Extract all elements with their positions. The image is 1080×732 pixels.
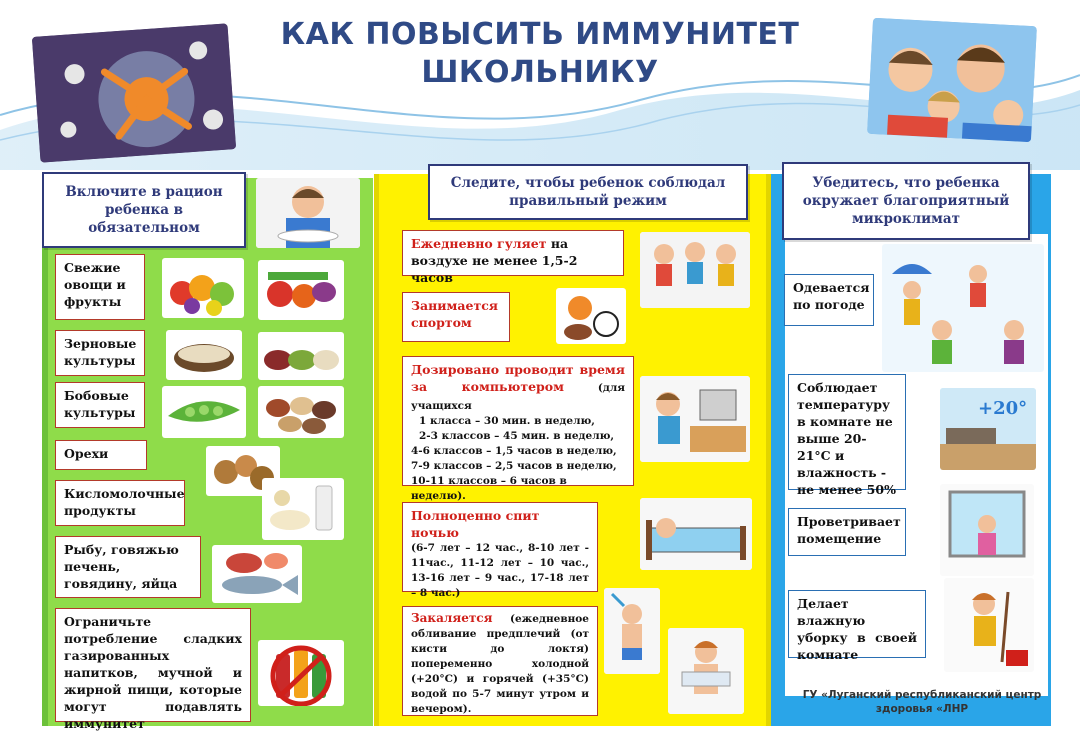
item-ventilation: Проветривает помещение [788, 508, 906, 556]
item-weather-clothes: Одевается по погоде [784, 274, 874, 326]
grains-icon [166, 330, 242, 380]
no-soda-icon [258, 640, 344, 706]
beans-icon [258, 386, 344, 438]
dairy-icon [262, 478, 344, 540]
page-title: КАК ПОВЫСИТЬ ИММУНИТЕТ ШКОЛЬНИКУ [280, 17, 800, 90]
thermometer-room-image [940, 388, 1036, 470]
weather-kids-image [882, 244, 1044, 372]
item-walk: Ежедневно гуляет на воздухе не менее 1,5-2 часов [402, 230, 624, 276]
nutrition-heading: Включите в рацион ребенка в обязательном [42, 172, 246, 248]
item-dairy: Кисломолочные продукты [55, 480, 185, 526]
item-computer: Дозировано проводит время за компьютером (для учащихся 1 класса – 30 мин. в неделю, 2-3 классов – 45 мин. в неделю, 4-6 классов – 1,5 часов в неделю, 7-9 классов – 2,5 часов в неделю, 10-11 классов – 6 часов в неделю). [402, 356, 634, 486]
fruits-icon [162, 258, 244, 318]
virus-image [32, 23, 236, 162]
computer-kid-image [640, 376, 750, 462]
shower-kid-image [604, 588, 660, 674]
microclimate-heading: Убедитесь, что ребенка окружает благоприятный микроклимат [782, 162, 1030, 240]
item-sport: Занимается спортом [402, 292, 510, 342]
item-harden: Закаляется (ежедневное обливание предплечий (от кисти до локтя) попеременно холодной (+20°С) и горячей (+35°С) водой по 5-7 минут утром и вечером). [402, 606, 598, 716]
item-legumes: Бобовые культуры [55, 382, 145, 428]
item-sleep: Полноценно спит ночью (6-7 лет – 12 час., 8-10 лет - 11час., 11-12 лет – 10 час., 13-16 лет – 9 час., 17-18 лет – 8 час.) [402, 502, 598, 592]
vegetables-icon [258, 260, 344, 320]
seeds-icon [258, 332, 344, 380]
thermometer-reading: +20° [978, 398, 1028, 419]
window-girl-image [940, 484, 1034, 576]
towel-kid-image [668, 628, 744, 714]
organization-footer: ГУ «Луганский республиканский центр здоровья «ЛНР [802, 689, 1042, 715]
cleaning-girl-image [944, 578, 1034, 672]
sport-balls-icon [556, 288, 626, 344]
peas-icon [162, 386, 246, 438]
item-limit-sweets: Ограничьте потребление сладких газированных напитков, мучной и жирной пищи, которые могут подавлять иммунитет [55, 608, 251, 722]
sleeping-kid-image [640, 498, 752, 570]
fish-meat-icon [212, 545, 302, 603]
item-wet-cleaning: Делает влажную уборку в своей комнате [788, 590, 926, 658]
item-temperature: Соблюдает температуру в комнате не выше 20-21°С и влажность - не менее 50% [788, 374, 906, 490]
item-grains: Зерновые культуры [55, 330, 145, 376]
item-fish-meat: Рыбу, говяжью печень, говядину, яйца [55, 536, 201, 598]
boy-eating-image [256, 178, 360, 248]
walking-kids-image [640, 232, 750, 308]
kids-photo [867, 18, 1037, 142]
regime-heading: Следите, чтобы ребенок соблюдал правильный режим [428, 164, 748, 220]
item-vegetables-fruits: Свежие овощи и фрукты [55, 254, 145, 320]
item-nuts: Орехи [55, 440, 147, 470]
